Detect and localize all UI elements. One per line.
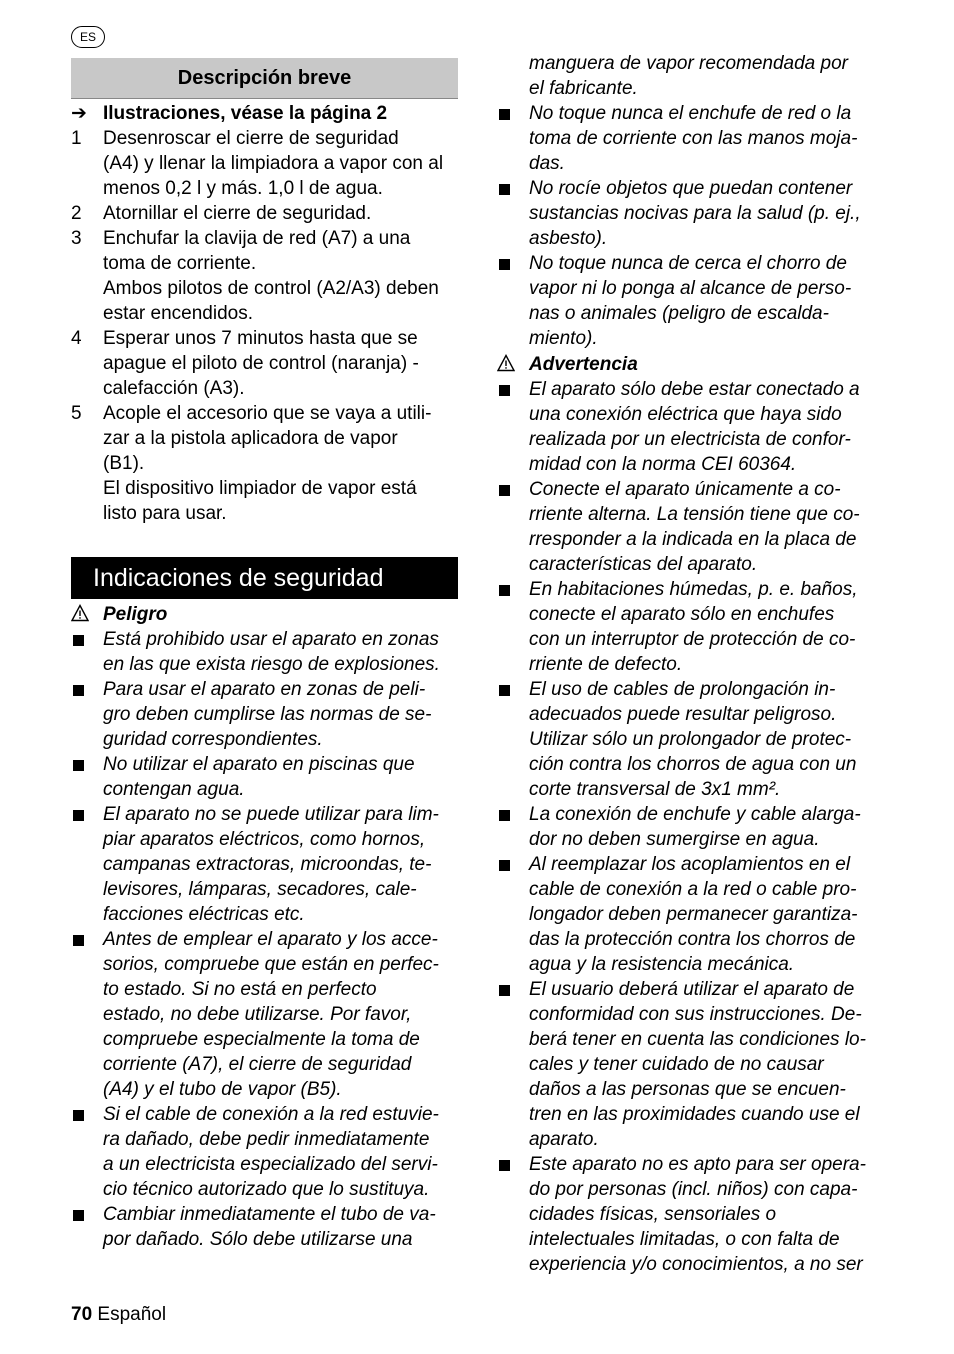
text-line bbox=[497, 251, 889, 276]
square-bullet-icon bbox=[499, 1160, 510, 1171]
text-line: realizada por un electricista de confor- bbox=[529, 429, 851, 450]
bullet-text: No toque nunca el enchufe de red o la bbox=[529, 103, 852, 124]
text-line bbox=[71, 627, 459, 652]
text-line: sustancias nocivas para la salud (p. ej., bbox=[529, 203, 861, 224]
bullet-item bbox=[497, 101, 889, 176]
square-bullet-icon bbox=[499, 860, 510, 871]
text-line bbox=[71, 752, 459, 777]
text-line bbox=[71, 126, 459, 151]
bullet-item bbox=[497, 1152, 889, 1277]
text-line bbox=[497, 176, 889, 201]
text-line: experiencia y/o conocimientos, a no ser bbox=[529, 1254, 863, 1275]
text-line: ción contra los chorros de agua con un bbox=[529, 754, 857, 775]
step-item bbox=[71, 226, 459, 326]
bullet-text: Para usar el aparato en zonas de peli- bbox=[103, 679, 426, 700]
text-line: El dispositivo limpiador de vapor está bbox=[103, 478, 417, 499]
bullet-item bbox=[497, 802, 889, 852]
warning-label: Advertencia bbox=[529, 354, 638, 375]
bullet-text: El aparato no se puede utilizar para lim- bbox=[103, 804, 439, 825]
text-line bbox=[497, 677, 889, 702]
text-line: intelectuales limitadas, o con falta de bbox=[529, 1229, 840, 1250]
text-line: adecuados puede resultar peligroso. bbox=[529, 704, 837, 725]
text-line: (A4) y el tubo de vapor (B5). bbox=[103, 1079, 342, 1100]
text-line bbox=[71, 927, 459, 952]
text-line: (A4) y llenar la limpiadora a vapor con al bbox=[103, 153, 444, 174]
section-title-safety: Indicaciones de seguridad bbox=[71, 557, 458, 599]
text-line bbox=[71, 802, 459, 827]
text-line: gro deben cumplirse las normas de se- bbox=[103, 704, 432, 725]
text-line bbox=[71, 677, 459, 702]
square-bullet-icon bbox=[73, 760, 84, 771]
continuation-text bbox=[497, 51, 889, 101]
text-line bbox=[497, 577, 889, 602]
text-line: cidades físicas, sensoriales o bbox=[529, 1204, 777, 1225]
square-bullet-icon bbox=[499, 109, 510, 120]
page-footer bbox=[71, 1302, 166, 1327]
step-text: Acople el accesorio que se vaya a utili- bbox=[103, 403, 432, 424]
text-line: aparato. bbox=[529, 1129, 599, 1150]
danger-list-right bbox=[497, 101, 889, 351]
text-line bbox=[497, 477, 889, 502]
text-line: toma de corriente con las manos moja- bbox=[529, 128, 858, 149]
text-line: calefacción (A3). bbox=[103, 378, 245, 399]
text-line: daños a las personas que se encuen- bbox=[529, 1079, 846, 1100]
bullet-text: En habitaciones húmedas, p. e. baños, bbox=[529, 579, 858, 600]
warning-triangle-icon bbox=[71, 604, 89, 622]
step-number: 3 bbox=[71, 228, 82, 249]
text-line: (B1). bbox=[103, 453, 145, 474]
step-text: Desenroscar el cierre de seguridad bbox=[103, 128, 399, 149]
text-line: midad con la norma CEI 60364. bbox=[529, 454, 797, 475]
bullet-text: No toque nunca de cerca el chorro de bbox=[529, 253, 847, 274]
square-bullet-icon bbox=[499, 985, 510, 996]
square-bullet-icon bbox=[499, 810, 510, 821]
bullet-item bbox=[71, 927, 459, 1102]
text-line: conformidad con sus instrucciones. De- bbox=[529, 1004, 862, 1025]
bullet-item bbox=[497, 176, 889, 251]
bullet-text: La conexión de enchufe y cable alarga- bbox=[529, 804, 861, 825]
text-line: campanas extractoras, microondas, te- bbox=[103, 854, 432, 875]
text-line: longador deben permanecer garantiza- bbox=[529, 904, 858, 925]
square-bullet-icon bbox=[499, 585, 510, 596]
step-item bbox=[71, 326, 459, 401]
text-line: nas o animales (peligro de escalda- bbox=[529, 303, 829, 324]
bullet-text: Antes de emplear el aparato y los acce- bbox=[103, 929, 438, 950]
warning-heading bbox=[497, 352, 889, 377]
text-line: levisores, lámparas, secadores, cale- bbox=[103, 879, 417, 900]
square-bullet-icon bbox=[499, 259, 510, 270]
bullet-item bbox=[71, 677, 459, 752]
danger-label: Peligro bbox=[103, 604, 168, 625]
bullet-item bbox=[497, 852, 889, 977]
bullet-text: Cambiar inmediatamente el tubo de va- bbox=[103, 1204, 436, 1225]
square-bullet-icon bbox=[499, 685, 510, 696]
bullet-item bbox=[71, 802, 459, 927]
square-bullet-icon bbox=[73, 1210, 84, 1221]
step-number: 5 bbox=[71, 403, 82, 424]
text-line: do por personas (incl. niños) con capa- bbox=[529, 1179, 858, 1200]
text-line bbox=[71, 1202, 459, 1227]
text-line bbox=[497, 101, 889, 126]
text-line bbox=[71, 201, 459, 226]
bullet-text: El uso de cables de prolongación in- bbox=[529, 679, 836, 700]
text-line bbox=[497, 802, 889, 827]
square-bullet-icon bbox=[499, 184, 510, 195]
text-line: cable de conexión a la red o cable pro- bbox=[529, 879, 857, 900]
step-number: 4 bbox=[71, 328, 82, 349]
text-line bbox=[71, 326, 459, 351]
text-line: características del aparato. bbox=[529, 554, 758, 575]
text-line: rresponder a la indicada en la placa de bbox=[529, 529, 857, 550]
bullet-item bbox=[497, 477, 889, 577]
text-line: ra dañado, debe pedir inmediatamente bbox=[103, 1129, 430, 1150]
text-line: tren en las proximidades cuando use el bbox=[529, 1104, 860, 1125]
step-text: Esperar unos 7 minutos hasta que se bbox=[103, 328, 418, 349]
bullet-text: No utilizar el aparato en piscinas que bbox=[103, 754, 415, 775]
text-line: piar aparatos eléctricos, como hornos, bbox=[103, 829, 426, 850]
text-line: das la protección contra los chorros de bbox=[529, 929, 856, 950]
step-text: Atornillar el cierre de seguridad. bbox=[103, 203, 372, 224]
text-line bbox=[497, 977, 889, 1002]
text-line: una conexión eléctrica que haya sido bbox=[529, 404, 842, 425]
bullet-item bbox=[71, 752, 459, 802]
bullet-text: El usuario deberá utilizar el aparato de bbox=[529, 979, 855, 1000]
text-line: listo para usar. bbox=[103, 503, 227, 524]
text-line: to estado. Si no está en perfecto bbox=[103, 979, 377, 1000]
text-line: miento). bbox=[529, 328, 598, 349]
text-line: en las que exista riesgo de explosiones. bbox=[103, 654, 440, 675]
step-number: 2 bbox=[71, 203, 82, 224]
arrow-right-icon: ➔ bbox=[71, 103, 87, 124]
bullet-item bbox=[71, 1102, 459, 1202]
text-line: facciones eléctricas etc. bbox=[103, 904, 305, 925]
square-bullet-icon bbox=[73, 1110, 84, 1121]
step-item bbox=[71, 126, 459, 201]
text-line: Utilizar sólo un prolongador de protec- bbox=[529, 729, 852, 750]
text-line bbox=[497, 1152, 889, 1177]
footer-language: Español bbox=[97, 1304, 167, 1325]
step-text: Enchufar la clavija de red (A7) a una bbox=[103, 228, 411, 249]
text-line: menos 0,2 l y más. 1,0 l de agua. bbox=[103, 178, 383, 199]
danger-heading bbox=[71, 602, 459, 627]
text-line: das. bbox=[529, 153, 565, 174]
step-number: 1 bbox=[71, 128, 82, 149]
page-number: 70 bbox=[71, 1304, 93, 1325]
bullet-text: Conecte el aparato únicamente a co- bbox=[529, 479, 841, 500]
text-line: contengan agua. bbox=[103, 779, 245, 800]
bullet-text: Este aparato no es apto para ser opera- bbox=[529, 1154, 866, 1175]
text-line: el fabricante. bbox=[529, 78, 638, 99]
text-line: zar a la pistola aplicadora de vapor bbox=[103, 428, 398, 449]
text-line: Ambos pilotos de control (A2/A3) deben bbox=[103, 278, 439, 299]
danger-list-left bbox=[71, 627, 459, 1252]
text-line: sorios, compruebe que están en perfec- bbox=[103, 954, 439, 975]
bullet-item bbox=[71, 1202, 459, 1252]
text-line: por dañado. Sólo debe utilizarse una bbox=[103, 1229, 413, 1250]
square-bullet-icon bbox=[499, 385, 510, 396]
bullet-text: Está prohibido usar el aparato en zonas bbox=[103, 629, 439, 650]
bullet-text: Al reemplazar los acoplamientos en el bbox=[529, 854, 851, 875]
text-line: apague el piloto de control (naranja) - bbox=[103, 353, 419, 374]
text-line bbox=[71, 1102, 459, 1127]
bullet-item bbox=[71, 627, 459, 677]
text-line: estado, no debe utilizarse. Por favor, bbox=[103, 1004, 412, 1025]
text-line: toma de corriente. bbox=[103, 253, 257, 274]
square-bullet-icon bbox=[73, 935, 84, 946]
text-line: conecte el aparato sólo en enchufes bbox=[529, 604, 835, 625]
warning-list bbox=[497, 377, 889, 1277]
square-bullet-icon bbox=[73, 810, 84, 821]
bullet-text: El aparato sólo debe estar conectado a bbox=[529, 379, 860, 400]
square-bullet-icon bbox=[73, 635, 84, 646]
text-line: cales y tener cuidado de no causar bbox=[529, 1054, 824, 1075]
bullet-item bbox=[497, 677, 889, 802]
text-line bbox=[71, 226, 459, 251]
text-line: guridad correspondientes. bbox=[103, 729, 323, 750]
warning-triangle-icon bbox=[497, 354, 515, 372]
text-line: cio técnico autorizado que lo sustituya. bbox=[103, 1179, 430, 1200]
text-line: asbesto). bbox=[529, 228, 608, 249]
bullet-text: Si el cable de conexión a la red estuvie- bbox=[103, 1104, 439, 1125]
text-line: rriente de defecto. bbox=[529, 654, 683, 675]
illustrations-reference: ➔ Ilustraciones, véase la página 2 bbox=[71, 103, 388, 124]
text-line bbox=[71, 401, 459, 426]
text-line bbox=[497, 852, 889, 877]
bullet-text: No rocíe objetos que puedan contener bbox=[529, 178, 853, 199]
text-line: estar encendidos. bbox=[103, 303, 253, 324]
bullet-item bbox=[497, 377, 889, 477]
text-line: berá tener en cuenta las condiciones lo- bbox=[529, 1029, 866, 1050]
text-line: compruebe especialmente la toma de bbox=[103, 1029, 420, 1050]
square-bullet-icon bbox=[499, 485, 510, 496]
step-item bbox=[71, 201, 459, 226]
bullet-item bbox=[497, 251, 889, 351]
text-line: vapor ni lo ponga al alcance de perso- bbox=[529, 278, 852, 299]
text-line bbox=[497, 377, 889, 402]
bullet-item bbox=[497, 577, 889, 677]
square-bullet-icon bbox=[73, 685, 84, 696]
text-line: manguera de vapor recomendada por bbox=[529, 53, 848, 74]
text-line: corriente (A7), el cierre de seguridad bbox=[103, 1054, 412, 1075]
text-line: dor no deben sumergirse en agua. bbox=[529, 829, 820, 850]
text-line: corte transversal de 3x1 mm². bbox=[529, 779, 781, 800]
steps-list bbox=[71, 126, 459, 526]
section-title-short-description: Descripción breve bbox=[71, 58, 458, 99]
text-line: con un interruptor de protección de co- bbox=[529, 629, 856, 650]
bullet-item bbox=[497, 977, 889, 1152]
text-line: rriente alterna. La tensión tiene que co- bbox=[529, 504, 860, 525]
step-item bbox=[71, 401, 459, 526]
language-badge: ES bbox=[71, 26, 105, 48]
text-line: agua y la resistencia mecánica. bbox=[529, 954, 795, 975]
text-line: a un electricista especializado del servi- bbox=[103, 1154, 438, 1175]
